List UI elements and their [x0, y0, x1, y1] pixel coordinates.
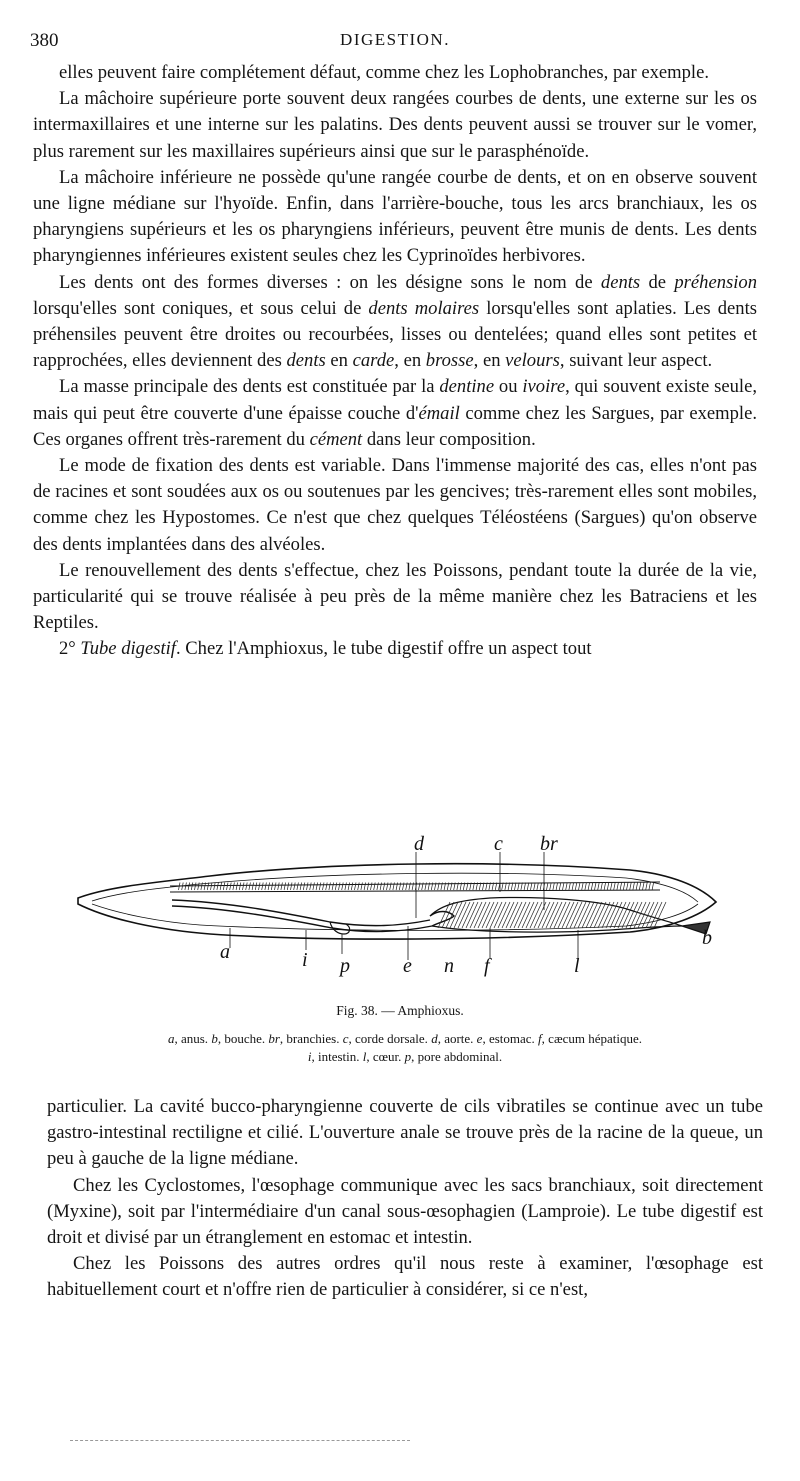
legend-key: d — [431, 1031, 438, 1046]
text-run: ou — [494, 376, 523, 398]
figure-letter-a: a — [220, 941, 230, 963]
legend-key: e — [476, 1031, 483, 1046]
legend-value: aorte. — [444, 1031, 474, 1046]
paragraph — [33, 60, 757, 86]
figure-caption-title: Fig. 38. — Amphioxus. — [336, 1003, 464, 1018]
body-text-top — [33, 60, 757, 663]
italic-term: cément — [309, 428, 363, 450]
amphioxus-figure — [70, 830, 730, 1000]
italic-term: carde — [352, 350, 395, 372]
legend-key: i — [307, 1049, 312, 1064]
legend-value: bouche. — [224, 1031, 266, 1046]
legend-key: a — [167, 1031, 175, 1046]
page-number: 380 — [30, 30, 59, 51]
text-run: dans leur composition. — [362, 428, 536, 450]
figure-letter-d: d — [414, 833, 424, 855]
body-text-bottom — [47, 1094, 763, 1304]
text-run: lorsqu'elles sont aplaties. Les dents préhensiles peuvent être droites ou recourbées, lisses ou dentelées; quand elles sont petites et rapprochées, elles deviennent des — [33, 297, 757, 372]
italic-term: dents molaires — [368, 297, 480, 319]
figure-letter-l: l — [574, 955, 580, 977]
figure-caption-legend: a, anus. b, bouche. br, branchies. c, corde dorsale. d, aorte. e, estomac. f, cæcum hépatique. i, intestin. l, cœur. p, pore abdominal. — [167, 1031, 643, 1064]
text-run: La masse principale des dents est constituée par la — [59, 376, 440, 398]
text-run: Chez les Poissons des autres ordres qu'il nous reste à examiner, l'œsophage est habituellement court et n'offre rien de particulier à considérer, si ce n'est, — [47, 1253, 763, 1301]
text-run: lorsqu'elles sont coniques, et sous celui de — [33, 297, 369, 319]
figure-letter-n: n — [444, 955, 454, 977]
footer-rule — [70, 1440, 410, 1441]
legend-value: intestin. — [317, 1049, 360, 1064]
figure-letter-br: br — [540, 833, 558, 855]
figure-letter-e: e — [403, 955, 412, 977]
text-run: , qui souvent existe seule, mais qui peut être couverte d'une épaisse couche d' — [33, 376, 757, 424]
text-run: en — [325, 350, 353, 372]
text-run: Le renouvellement des dents s'effectue, chez les Poissons, pendant toute la durée de la vie, particularité qui se trouve réalisée à peu près de la même manière chez les Batraciens et les Reptiles. — [33, 559, 757, 634]
text-run: elles peuvent faire complétement défaut, comme chez les Lophobranches, par exemple. — [59, 62, 709, 83]
figure-letter-f: f — [484, 955, 490, 977]
paragraph — [33, 86, 757, 165]
italic-term: brosse — [425, 350, 474, 372]
text-run: , en — [473, 350, 506, 372]
text-run: comme chez les Sargues, par exemple. Ces organes offrent très-rarement du — [33, 402, 757, 450]
text-run: , en — [394, 350, 426, 372]
italic-term: dents — [600, 271, 641, 293]
paragraph — [47, 1094, 763, 1173]
legend-key: p — [404, 1049, 412, 1064]
italic-term: dents — [286, 350, 326, 372]
paragraph — [33, 165, 757, 270]
legend-value: estomac. — [488, 1031, 535, 1046]
legend-value: cæcum hépatique. — [548, 1031, 643, 1046]
text-run: Les dents ont des formes diverses : on les désigne sons le nom de — [59, 271, 601, 293]
paragraph — [33, 374, 757, 453]
figure-letter-i: i — [302, 949, 308, 971]
text-run: , suivant leur aspect. — [559, 350, 713, 372]
text-run: Chez les Cyclostomes, l'œsophage communique avec les sacs branchiaux, soit directement (Myxine), soit par l'intermédiaire d'un canal sous-œsophagien (Lamproie). Le tube digestif est droit et divisé par un étranglement en estomac et intestin. — [47, 1174, 763, 1249]
text-run: de — [640, 271, 675, 293]
paragraph — [33, 270, 757, 375]
figure-letter-p: p — [340, 955, 350, 977]
text-run: particulier. La cavité bucco-pharyngienne couverte de cils vibratiles se continue avec un tube gastro-intestinal rectiligne et cilié. L'ouverture anale se trouve près de la racine de la queue, un peu à gauche de la ligne médiane. — [47, 1096, 763, 1170]
paragraph — [33, 558, 757, 637]
legend-value: branchies. — [286, 1031, 340, 1046]
figure-letter-b: b — [702, 927, 712, 949]
legend-value: pore abdominal. — [417, 1049, 503, 1064]
running-title: DIGESTION. — [340, 30, 450, 49]
legend-key: br — [268, 1031, 280, 1046]
legend-value: cœur. — [372, 1049, 402, 1064]
italic-term: émail — [418, 402, 460, 424]
text-run: La mâchoire inférieure ne possède qu'une rangée courbe de dents, et on en observe souvent une ligne médiane sur l'hyoïde. Enfin, dans l'arrière-bouche, tous les arcs branchiaux, les os pharyngiens supérieurs et les os pharyngiens inférieurs, peuvent être munis de dents. Les dents pharyngiennes inférieures existent seules chez les Cyprinoïdes herbivores. — [33, 166, 757, 267]
paragraph — [33, 636, 757, 662]
paragraph — [47, 1251, 763, 1303]
italic-term: préhension — [674, 271, 757, 293]
legend-key: l — [362, 1049, 367, 1064]
paragraph — [33, 453, 757, 558]
italic-term: Tube digestif — [80, 638, 176, 660]
italic-term: velours — [505, 350, 560, 372]
legend-value: anus. — [180, 1031, 209, 1046]
italic-term: dentine — [439, 376, 495, 398]
legend-key: b — [211, 1031, 218, 1046]
text-run: . Chez l'Amphioxus, le tube digestif offre un aspect tout — [175, 638, 592, 660]
amphioxus-illustration — [70, 830, 730, 1000]
legend-key: f — [538, 1031, 542, 1046]
legend-key: c — [342, 1031, 349, 1046]
text-run: Le mode de fixation des dents est variable. Dans l'immense majorité des cas, elles n'ont pas de racines et sont soudées aux os ou soutenues par les gencives; très-rarement elles sont mobiles, comme chez les Hypostomes. Ce n'est que chez quelques Téléostéens (Sargues) qu'on observe des dents implantées dans des alvéoles. — [33, 455, 757, 555]
text-run: La mâchoire supérieure porte souvent deux rangées courbes de dents, une externe sur les os intermaxillaires et une interne sur les palatins. Des dents peuvent aussi se trouver sur le vomer, plus rarement sur les maxillaires supérieurs ainsi que sur le parasphénoïde. — [33, 88, 757, 162]
paragraph — [47, 1173, 763, 1252]
figure-letter-c: c — [494, 833, 503, 855]
text-run: 2° — [59, 638, 81, 660]
legend-value: corde dorsale. — [355, 1031, 428, 1046]
italic-term: ivoire — [522, 376, 566, 398]
running-head — [30, 30, 760, 56]
